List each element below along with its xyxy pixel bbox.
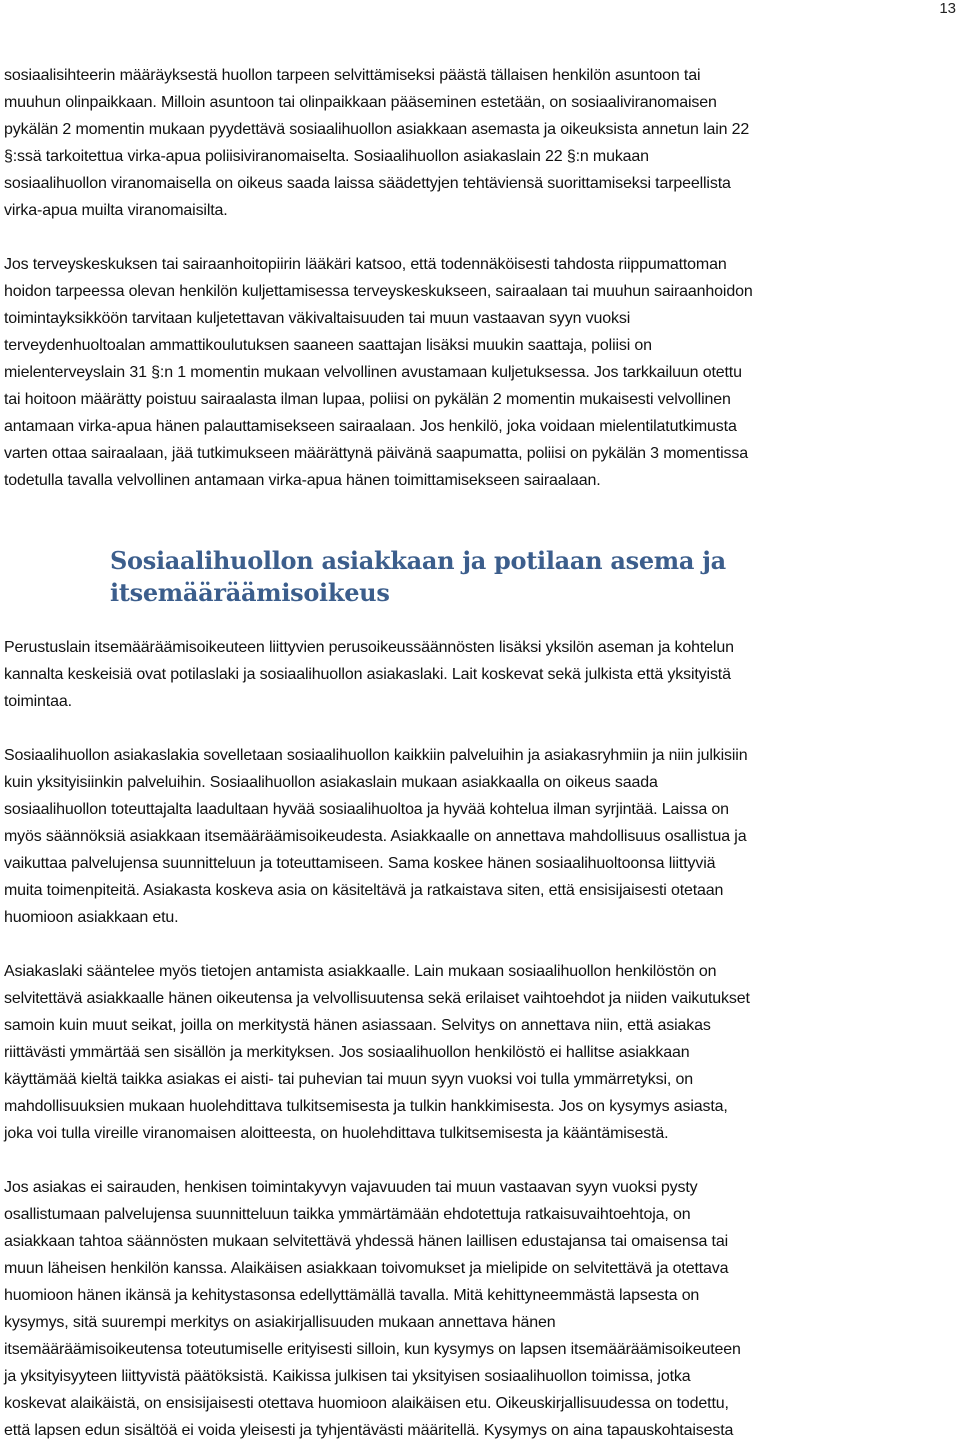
paragraph: Sosiaalihuollon asiakaslakia sovelletaan sosiaalihuollon kaikkiin palveluihin ja asiakasryhmiin ja niin julkisiin kuin yksityisiinkin palveluihin. Sosiaalihuollon asiakaslain mukaan asiakkaalla on oikeus saada sosiaalihuollon toteuttajalta laadultaan hyvää sosiaalihuoltoa ja hyvää kohtelua ilman syrjintää. Laissa on myös säännöksiä asiakkaan itsemääräämisoikeudesta. Asiakkaalle on annettava mahdollisuus osallistua ja vaikuttaa palvelujensa suunnitteluun ja toteuttamiseen. Sama koskee hänen sosiaalihuoltoonsa liittyviä muita toimenpiteitä. Asiakasta koskeva asia on käsiteltävä ja ratkaistava siten, että ensisijaisesti otetaan huomioon asiakkaan etu. bbox=[4, 747, 748, 926]
paragraph-spacer bbox=[4, 931, 956, 958]
paragraph-spacer bbox=[4, 715, 956, 742]
paragraph-spacer bbox=[4, 224, 956, 251]
paragraph: Jos terveyskeskuksen tai sairaanhoitopiirin lääkäri katsoo, että todennäköisesti tahdosta riippumattoman hoidon tarpeessa olevan henkilön kuljettamisessa terveyskeskukseen, sairaalaan tai muuhun sairaanhoidon toimintayksikköön tarvitaan kuljetettavan väkivaltaisuuden tai muun vastaavan syyn vuoksi terveydenhuoltoalan ammattikoulutuksen saaneen saattajan lisäksi muukin saattaja, poliisi on mielenterveyslain 31 §:n 1 momentin mukaan velvollinen avustamaan kuljetuksessa. Jos tarkkailuun otettu tai hoitoon määrätty poistuu sairaalasta ilman lupaa, poliisi on pykälän 2 momentin mukaisesti velvollinen antamaan virka-apua hänen palauttamisekseen sairaalaan. Jos henkilö, joka voidaan mielentilatutkimusta varten ottaa sairaalaan, jää tutkimukseen määrättynä päivänä saapumatta, poliisi on pykälän 3 momentissa todetulla tavalla velvollinen antamaan virka-apua hänen toimittamisekseen sairaalaan. bbox=[4, 256, 753, 489]
paragraph: Jos asiakas ei sairauden, henkisen toimintakyvyn vajavuuden tai muun vastaavan syyn vuoksi pysty osallistumaan palvelujensa suunnitteluun taikka ymmärtämään ehdotettuja ratkaisuvaihtoehtoja, on asiakkaan tahtoa säännösten mukaan selvitettävä yhdessä hänen laillisen edustajansa tai omaisensa tai muun läheisen henkilön kanssa. Alaikäisen asiakkaan toivomukset ja mielipide on selvitettävä ja otettava huomioon hänen ikänsä ja kehitystasonsa edellyttämällä tavalla. Mitä kehittyneemmästä lapsesta on kysymys, sitä suurempi merkitys on asiakirjallisuuden mukaan annettava hänen itsemääräämisoikeutensa toteutumiselle erityisesti silloin, kun kysymys on lapsen itsemääräämisoikeuteen ja yksityisyyteen liittyvistä päätöksistä. Kaikissa julkisen tai yksityisen sosiaalihuollon toimissa, jotka koskevat alaikäistä, on ensisijaisesti otettava huomioon alaikäisen etu. Oikeuskirjallisuudessa on todettu, että lapsen edun sisältöä ei voida yleisesti ja tyhjentävästi määritellä. Kysymys on aina tapauskohtaisesta bbox=[4, 1179, 741, 1439]
paragraph: Asiakaslaki sääntelee myös tietojen antamista asiakkaalle. Lain mukaan sosiaalihuollon henkilöstön on selvitettävä asiakkaalle hänen oikeutensa ja velvollisuutensa sekä erilaiset vaihtoehdot ja niiden vaikutukset samoin kuin muut seikat, joilla on merkitystä hänen asiassaan. Selvitys on annettava niin, että asiakas riittävästi ymmärtää sen sisällön ja merkityksen. Jos sosiaalihuollon henkilöstö ei hallitse asiakkaan käyttämää kieltä taikka asiakas ei aisti- tai puhevian tai muun syyn vuoksi voi tulla ymmärretyksi, on mahdollisuuksien mukaan huolehdittava tulkitsemisesta ja tulkin hankkimisesta. Jos on kysymys asiasta, joka voi tulla vireille viranomaisen aloitteesta, on huolehdittava tulkitsemisesta ja kääntämisestä. bbox=[4, 963, 750, 1142]
document-body bbox=[4, 62, 956, 1444]
page-number: 13 bbox=[939, 0, 956, 17]
section-heading: Sosiaalihuollon asiakkaan ja potilaan asema ja itsemääräämisoikeus bbox=[110, 546, 726, 607]
paragraph: sosiaalisihteerin määräyksestä huollon tarpeen selvittämiseksi päästä tällaisen henkilön asuntoon tai muuhun olinpaikkaan. Milloin asuntoon tai olinpaikkaan pääseminen estetään, on sosiaaliviranomaisen pykälän 2 momentin mukaan pyydettävä sosiaalihuollon asiakkaan asemasta ja oikeuksista annetun lain 22 §:ssä tarkoitettua virka-apua poliisiviranomaiselta. Sosiaalihuollon asiakaslain 22 §:n mukaan sosiaalihuollon viranomaisella on oikeus saada laissa säädettyjen tehtäviensä suorittamiseksi tarpeellista virka-apua muilta viranomaisilta. bbox=[4, 67, 750, 219]
paragraph: Perustuslain itsemääräämisoikeuteen liittyvien perusoikeussäännösten lisäksi yksilön aseman ja kohtelun kannalta keskeisiä ovat potilaslaki ja sosiaalihuollon asiakaslaki. Lait koskevat sekä julkista että yksityistä toimintaa. bbox=[4, 639, 734, 710]
paragraph-spacer bbox=[4, 1147, 956, 1174]
